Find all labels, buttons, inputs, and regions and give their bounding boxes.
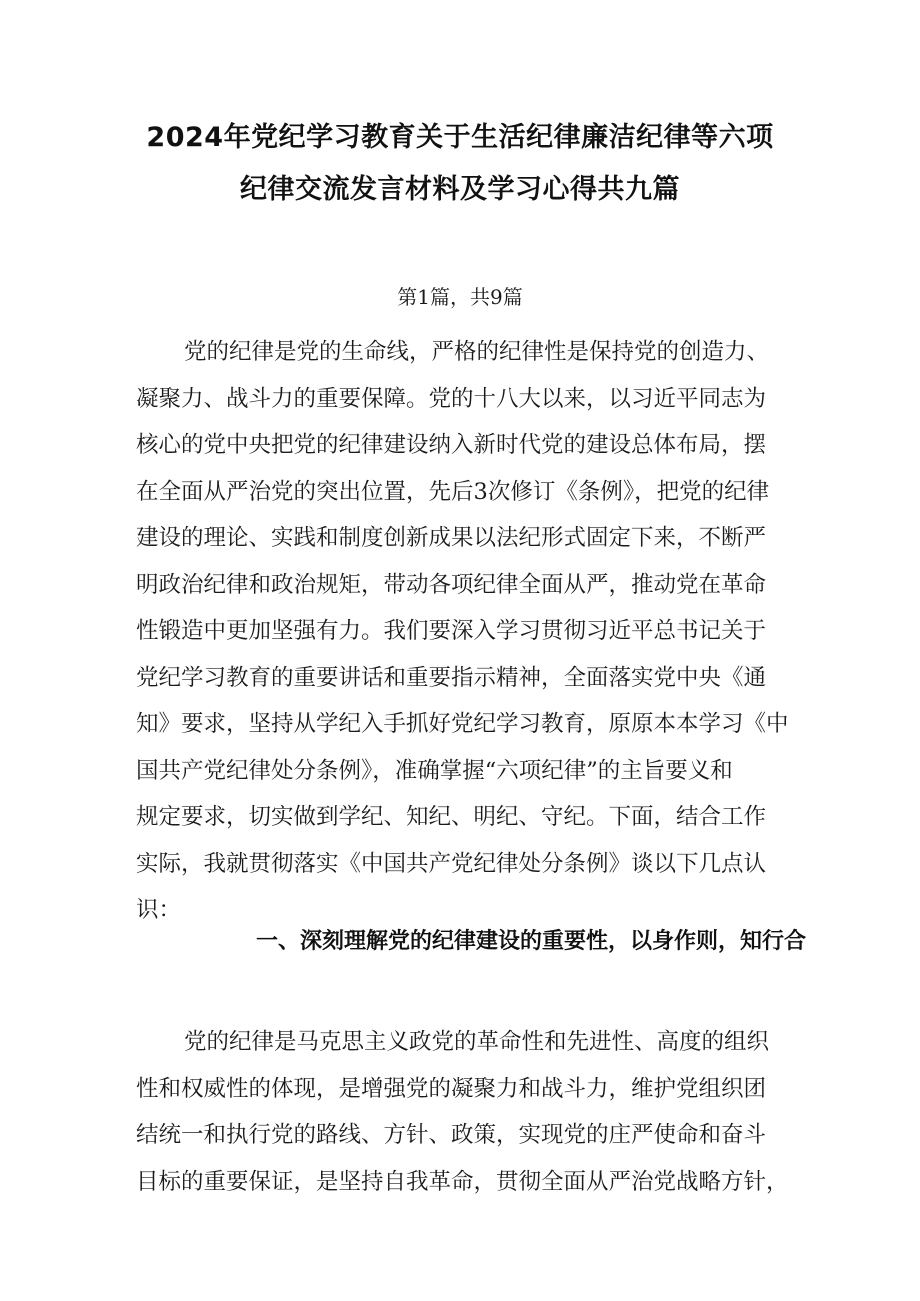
- paragraph-line: 建设的理论、实践和制度创新成果以法纪形式固定下来，不断严: [136, 525, 767, 551]
- paragraph-line: 规定要求，切实做到学纪、知纪、明纪、守纪。下面，结合工作: [136, 804, 767, 830]
- paragraph-line: 目标的重要保证，是坚持自我革命，贯彻全面从严治党战略方针，: [136, 1168, 789, 1195]
- paragraph-line: 结统一和执行党的路线、方针、政策，实现党的庄严使命和奋斗: [136, 1122, 767, 1148]
- paragraph-line: 在全面从严治党的突出位置，先后3次修订《条例》，把党的纪律: [136, 478, 770, 505]
- section-1-heading: 一、深刻理解党的纪律建设的重要性，以身作则，知行合: [256, 929, 807, 954]
- document-title-line-2: 纪律交流发言材料及学习心得共九篇: [240, 174, 680, 205]
- paragraph-line: 核心的党中央把党的纪律建设纳入新时代党的建设总体布局，摆: [136, 432, 767, 458]
- paragraph-line: 性和权威性的体现，是增强党的凝聚力和战斗力，维护党组织团: [136, 1075, 767, 1102]
- paragraph-line: 党的纪律是党的生命线，严格的纪律性是保持党的创造力、: [184, 339, 770, 365]
- paragraph-1: [136, 329, 796, 934]
- paragraph-line: 性锻造中更加坚强有力。我们要深入学习贯彻习近平总书记关于: [136, 618, 767, 644]
- paragraph-line: 实际，我就贯彻落实《中国共产党纪律处分条例》谈以下几点认: [136, 850, 767, 877]
- paragraph-line: 识：: [136, 897, 182, 923]
- paragraph-line: 知》要求，坚持从学纪入手抓好党纪学习教育，原原本本学习《中: [136, 711, 789, 737]
- part-label: 第1篇，共9篇: [397, 285, 523, 309]
- paragraph-line: 党的纪律是马克思主义政党的革命性和先进性、高度的组织: [184, 1029, 770, 1055]
- document-title-line-1: 2024年党纪学习教育关于生活纪律廉洁纪律等六项: [146, 122, 774, 153]
- paragraph-line: 凝聚力、战斗力的重要保障。党的十八大以来，以习近平同志为: [136, 385, 767, 412]
- paragraph-line: 党纪学习教育的重要讲话和重要指示精神，全面落实党中央《通: [136, 664, 767, 691]
- paragraph-line: 国共产党纪律处分条例》，准确掌握“六项纪律”的主旨要义和: [136, 757, 733, 784]
- document-title: [100, 112, 820, 216]
- paragraph-line: 明政治纪律和政治规矩，带动各项纪律全面从严，推动党在革命: [136, 571, 767, 598]
- paragraph-2: [136, 1019, 796, 1205]
